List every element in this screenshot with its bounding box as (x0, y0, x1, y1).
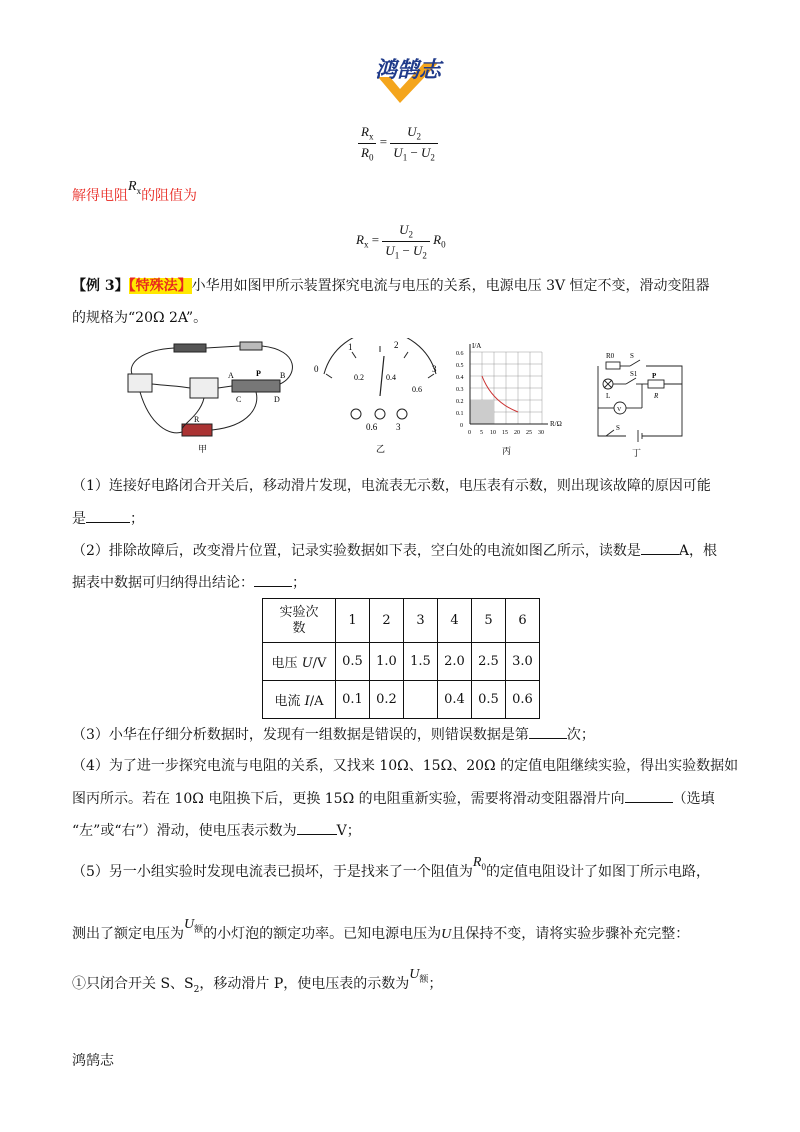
example-tag: 【例 3】 (72, 278, 129, 294)
table-cell: 1.5 (404, 643, 438, 681)
q5-step1: ①只闭合开关 S、$S_2$，移动滑片 P，使电压表的示数为$U_额$； (72, 967, 443, 995)
svg-text:0: 0 (314, 364, 319, 374)
data-table-wrapper (262, 598, 540, 719)
q4-line3: “左”或“右”）滑动，使电压表示数为 V； (72, 820, 361, 841)
svg-text:R0: R0 (606, 352, 615, 360)
svg-text:R/Ω: R/Ω (550, 420, 562, 428)
table-cell: 3 (404, 599, 438, 643)
table-header-cell: 实验次 数 (263, 599, 336, 643)
svg-text:0.6: 0.6 (366, 422, 378, 432)
formula-result: $R_x$ = $\frac{U_2}{U_1 - U_2}$ $R_0$ (356, 222, 446, 261)
caption-yi: 乙 (376, 444, 386, 454)
svg-text:0.6: 0.6 (412, 385, 422, 394)
q1-answer-blank[interactable] (86, 508, 130, 523)
table-row (263, 599, 540, 643)
svg-text:15: 15 (502, 430, 508, 436)
table-header-cell: 电压 U/V (263, 643, 336, 681)
figure-jia (120, 336, 300, 460)
svg-text:30: 30 (538, 430, 544, 436)
table-cell: 0.6 (506, 681, 540, 719)
table-row (263, 681, 540, 719)
svg-text:3: 3 (432, 364, 437, 374)
table-cell: 1.0 (370, 643, 404, 681)
table-row (263, 643, 540, 681)
table-cell: 0.4 (438, 681, 472, 719)
q5-line1: （5）另一小组实验时发现电流表已损坏，于是找来了一个阻值为$R_0$的定值电阻设计了如图丁所示电路， (72, 855, 710, 880)
q2-conclusion-blank[interactable] (254, 572, 292, 587)
q3-answer-blank[interactable] (529, 724, 567, 739)
svg-text:鸿鹄志: 鸿鹄志 (374, 58, 442, 83)
svg-text:P: P (652, 372, 657, 380)
svg-text:P: P (256, 369, 261, 378)
q3-line: （3）小华在仔细分析数据时，发现有一组数据是错误的，则错误数据是第 次； (72, 724, 595, 745)
svg-text:0.1: 0.1 (456, 411, 464, 417)
svg-text:0.3: 0.3 (456, 387, 464, 393)
svg-text:0.6: 0.6 (456, 351, 464, 357)
figure-ding (586, 344, 686, 462)
svg-text:S: S (630, 352, 634, 360)
table-cell: 2.5 (472, 643, 506, 681)
svg-text:0.2: 0.2 (354, 373, 364, 382)
svg-text:25: 25 (526, 430, 532, 436)
svg-text:20: 20 (514, 430, 520, 436)
table-cell: 2 (370, 599, 404, 643)
footer-brand: 鸿鹄志 (72, 1053, 114, 1069)
q5-line2: 测出了额定电压为$U_额$的小灯泡的额定功率。已知电源电压为U且保持不变，请将实验步骤补充完整： (72, 917, 690, 942)
figure-yi (312, 338, 442, 460)
table-cell: 1 (336, 599, 370, 643)
svg-text:R: R (654, 392, 659, 400)
q4-direction-blank[interactable] (625, 788, 673, 803)
solve-line: 解得电阻$R_x$的阻值为 (72, 179, 198, 204)
table-cell: 0.5 (472, 681, 506, 719)
svg-text:0.4: 0.4 (456, 375, 464, 381)
brand-logo (352, 55, 464, 107)
q4-line1: （4）为了进一步探究电流与电阻的关系，又找来 10Ω、15Ω、20Ω 的定值电阻继续实验，得出实验数据如 (72, 758, 739, 774)
q2-reading-blank[interactable] (641, 540, 679, 555)
example-intro-line1: 【例 3】【特殊法】小华用如图甲所示装置探究电流与电压的关系，电源电压 3V 恒定不变，滑动变阻器 (72, 278, 710, 294)
example-intro-line2: 的规格为“20Ω 2A”。 (72, 310, 208, 326)
caption-jia: 甲 (198, 444, 208, 454)
table-cell: 0.2 (370, 681, 404, 719)
svg-text:S1: S1 (630, 370, 638, 378)
data-table (262, 598, 540, 719)
svg-text:B: B (280, 371, 286, 380)
table-cell: 5 (472, 599, 506, 643)
svg-text:D: D (274, 395, 280, 404)
svg-text:0: 0 (468, 430, 471, 436)
svg-text:2: 2 (394, 340, 399, 350)
svg-text:L: L (606, 392, 611, 400)
figure-bing (452, 340, 570, 462)
table-cell: 0.1 (336, 681, 370, 719)
svg-text:1: 1 (348, 342, 353, 352)
svg-text:A: A (228, 371, 234, 380)
table-cell: 3.0 (506, 643, 540, 681)
formula-ratio: $\frac{R_x}{R_0}$ = $\frac{U_2}{U_1 - U_2}$ (358, 124, 438, 162)
table-header-cell: 电流 I/A (263, 681, 336, 719)
svg-text:R: R (194, 415, 200, 424)
svg-text:S: S (616, 424, 620, 432)
svg-text:0.2: 0.2 (456, 399, 464, 405)
svg-text:10: 10 (490, 430, 496, 436)
table-cell: 2.0 (438, 643, 472, 681)
q2-line1: （2）排除故障后，改变滑片位置，记录实验数据如下表，空白处的电流如图乙所示，读数是 A，根 (72, 540, 717, 561)
table-cell: 0.5 (336, 643, 370, 681)
svg-text:5: 5 (480, 430, 483, 436)
svg-text:3: 3 (396, 422, 401, 432)
svg-text:V: V (617, 407, 622, 413)
table-cell (404, 681, 438, 719)
caption-bing: 丙 (502, 446, 512, 456)
svg-text:I/A: I/A (472, 342, 482, 350)
table-cell: 4 (438, 599, 472, 643)
caption-ding: 丁 (632, 448, 642, 458)
svg-text:C: C (236, 395, 242, 404)
q2-line2: 据表中数据可归纳得出结论： ； (72, 572, 306, 593)
q4-voltage-blank[interactable] (297, 820, 337, 835)
table-cell: 6 (506, 599, 540, 643)
q1-line1: （1）连接好电路闭合开关后，移动滑片发现，电流表无示数，电压表有示数，则出现该故障的原因可能 (72, 478, 711, 494)
svg-text:0: 0 (460, 423, 463, 429)
method-tag: 【特殊法】 (128, 278, 192, 294)
q1-line2: 是 ； (72, 508, 144, 529)
q4-line2: 图丙所示。若在 10Ω 电阻换下后，更换 15Ω 的电阻重新实验，需要将滑动变阻器滑片向 （选填 (72, 788, 715, 809)
svg-text:0.5: 0.5 (456, 363, 464, 369)
svg-text:0.4: 0.4 (386, 373, 396, 382)
